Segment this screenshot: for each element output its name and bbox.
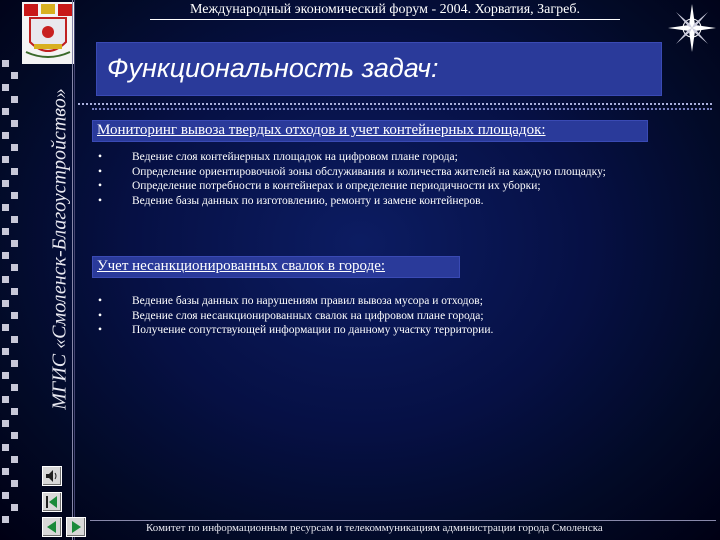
strip-square bbox=[2, 108, 9, 115]
strip-square bbox=[11, 168, 18, 175]
strip-square bbox=[2, 444, 9, 451]
footer-text: Комитет по информационным ресурсам и телекоммуникациям администрации города Смоленска bbox=[146, 522, 603, 534]
strip-square bbox=[2, 228, 9, 235]
strip-square bbox=[11, 456, 18, 463]
bullet-marker: • bbox=[98, 324, 103, 336]
strip-square bbox=[2, 156, 9, 163]
section-heading-waste-monitoring: Мониторинг вывоза твердых отходов и учет контейнерных площадок: bbox=[92, 120, 648, 142]
strip-square bbox=[2, 300, 9, 307]
list-item-text: Определение ориентировочной зоны обслуживания и количества жителей на каждую площадку; bbox=[132, 165, 606, 178]
slide-title-box bbox=[96, 42, 662, 96]
list-item-text: Ведение базы данных по нарушениям правил вывоза мусора и отходов; bbox=[132, 295, 483, 307]
slide-title: Функциональность задач: bbox=[107, 53, 439, 83]
forum-header: Международный экономический форум - 2004. Хорватия, Загреб. bbox=[190, 2, 580, 17]
strip-square bbox=[2, 420, 9, 427]
strip-square bbox=[11, 336, 18, 343]
strip-square bbox=[2, 132, 9, 139]
strip-square bbox=[2, 516, 9, 523]
list-item bbox=[96, 294, 676, 309]
strip-square bbox=[11, 288, 18, 295]
strip-square bbox=[11, 432, 18, 439]
strip-square bbox=[2, 372, 9, 379]
bullet-marker: • bbox=[98, 151, 103, 163]
strip-square bbox=[2, 396, 9, 403]
compass-star-icon bbox=[668, 4, 716, 52]
list-item bbox=[96, 309, 676, 324]
header-underline bbox=[150, 19, 620, 20]
speaker-icon[interactable] bbox=[42, 466, 62, 486]
vertical-title: МГИС «Смоленск-Благоустройство» bbox=[48, 88, 71, 410]
dotted-separator-secondary bbox=[92, 108, 712, 112]
strip-square bbox=[11, 192, 18, 199]
strip-square bbox=[2, 348, 9, 355]
back-icon[interactable] bbox=[42, 517, 62, 537]
list-item-text: Ведение базы данных по изготовлению, ремонту и замене контейнеров. bbox=[132, 194, 484, 207]
strip-square bbox=[2, 252, 9, 259]
list-item-text: Ведение слоя несанкционированных свалок на цифровом плане города; bbox=[132, 309, 484, 322]
forward-icon[interactable] bbox=[66, 517, 86, 537]
strip-square bbox=[2, 204, 9, 211]
list-item-text: Ведение слоя контейнерных площадок на цифровом плане города; bbox=[132, 151, 458, 163]
bullet-marker: • bbox=[98, 309, 103, 322]
strip-square bbox=[2, 324, 9, 331]
strip-square bbox=[11, 216, 18, 223]
vertical-divider-shadow bbox=[74, 0, 75, 540]
list-item bbox=[96, 179, 676, 194]
strip-square bbox=[2, 492, 9, 499]
vertical-divider bbox=[72, 0, 73, 540]
strip-square bbox=[2, 180, 9, 187]
list-item-text: Получение сопутствующей информации по данному участку территории. bbox=[132, 324, 494, 336]
strip-square bbox=[11, 360, 18, 367]
list-item-text: Определение потребности в контейнерах и определение периодичности их уборки; bbox=[132, 180, 541, 192]
strip-square bbox=[11, 144, 18, 151]
bullet-list-waste-monitoring bbox=[96, 150, 676, 208]
strip-square bbox=[11, 120, 18, 127]
bullet-marker: • bbox=[98, 295, 103, 307]
home-icon[interactable] bbox=[42, 492, 62, 512]
bullet-marker: • bbox=[98, 194, 103, 207]
list-item bbox=[96, 165, 676, 180]
strip-square bbox=[11, 408, 18, 415]
bullet-marker: • bbox=[98, 165, 103, 178]
footer-rule bbox=[90, 520, 716, 521]
strip-square bbox=[11, 96, 18, 103]
strip-square bbox=[11, 264, 18, 271]
bullet-marker: • bbox=[98, 180, 103, 192]
strip-square bbox=[2, 468, 9, 475]
section-heading-illegal-dumps: Учет несанкционированных свалок в городе: bbox=[92, 256, 460, 278]
list-item bbox=[96, 194, 676, 209]
left-decorative-strip bbox=[0, 60, 20, 530]
dotted-separator bbox=[78, 103, 712, 107]
strip-square bbox=[11, 504, 18, 511]
strip-square bbox=[2, 276, 9, 283]
list-item bbox=[96, 150, 676, 165]
strip-square bbox=[11, 480, 18, 487]
bullet-list-illegal-dumps bbox=[96, 294, 676, 338]
strip-square bbox=[11, 240, 18, 247]
strip-square bbox=[2, 60, 9, 67]
list-item bbox=[96, 323, 676, 338]
strip-square bbox=[11, 312, 18, 319]
strip-square bbox=[2, 84, 9, 91]
strip-square bbox=[11, 72, 18, 79]
strip-square bbox=[11, 384, 18, 391]
